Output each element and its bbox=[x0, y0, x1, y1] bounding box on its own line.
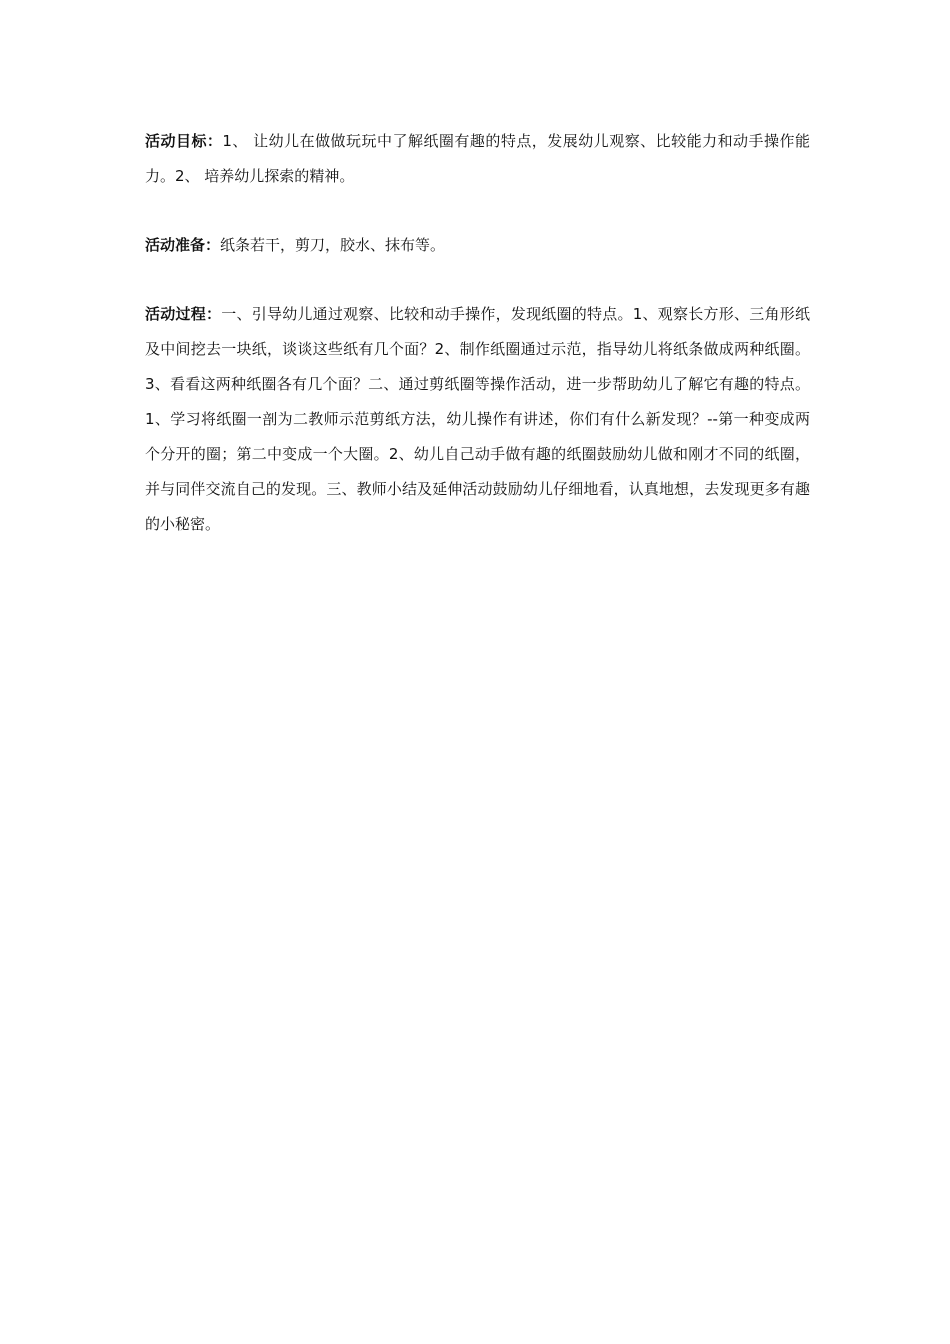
section-text-process: 一、引导幼儿通过观察、比较和动手操作，发现纸圈的特点。1、观察长方形、三角形纸及中间挖去一块纸，谈谈这些纸有几个面？2、制作纸圈通过示范，指导幼儿将纸条做成两种纸圈。3、看看这两种纸圈各有几个面？二、通过剪纸圈等操作活动，进一步帮助幼儿了解它有趣的特点。1、学习将纸圈一剖为二教师示范剪纸方法，幼儿操作有讲述，你们有什么新发现？--第一种变成两个分开的圈；第二中变成一个大圈。2、幼儿自己动手做有趣的纸圈鼓励幼儿做和刚才不同的纸圈，并与同伴交流自己的发现。三、教师小结及延伸活动鼓励幼儿仔细地看，认真地想，去发现更多有趣的小秘密。 bbox=[145, 305, 810, 533]
document-body bbox=[145, 124, 810, 576]
section-text-preparation: 纸条若干，剪刀，胶水、抹布等。 bbox=[220, 236, 446, 254]
section-activity-process bbox=[145, 297, 810, 542]
section-label-goals: 活动目标： bbox=[145, 132, 223, 150]
section-text-goals: 1、 让幼儿在做做玩玩中了解纸圈有趣的特点，发展幼儿观察、比较能力和动手操作能力。2、 培养幼儿探索的精神。 bbox=[145, 132, 810, 185]
section-activity-goals bbox=[145, 124, 810, 194]
section-label-process: 活动过程： bbox=[145, 305, 222, 323]
section-activity-preparation bbox=[145, 228, 810, 263]
section-label-preparation: 活动准备： bbox=[145, 236, 221, 254]
